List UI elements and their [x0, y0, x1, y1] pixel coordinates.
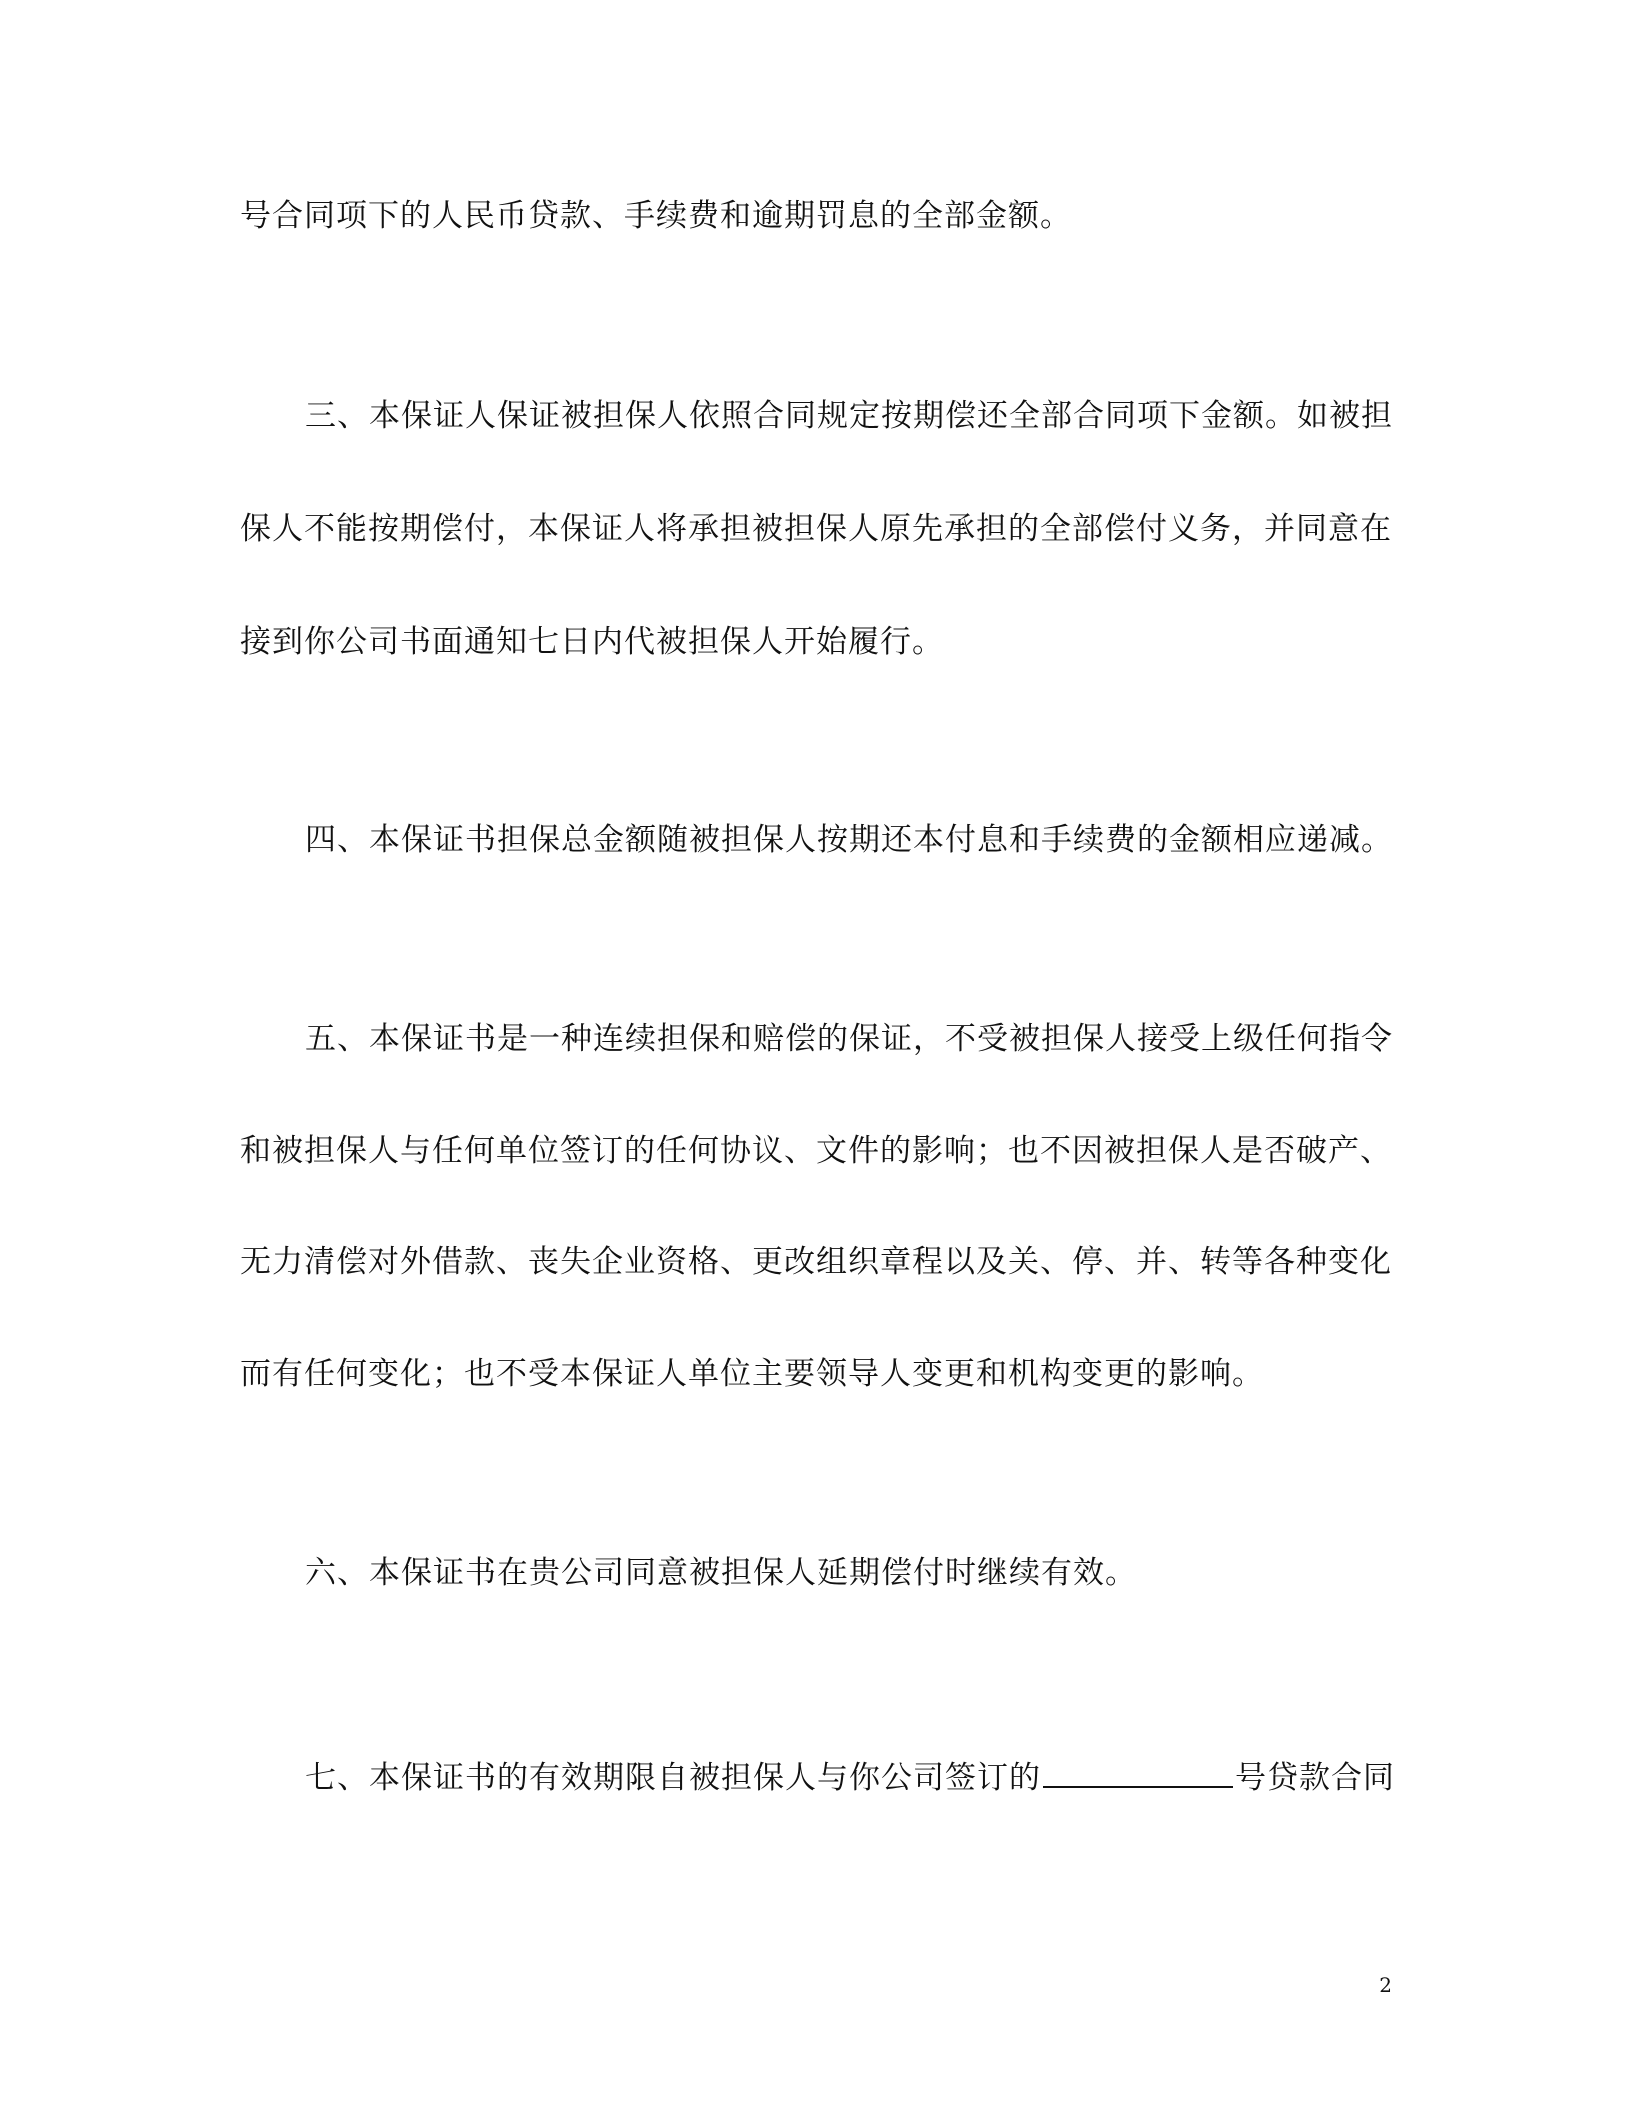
text-line-clause-7-start	[305, 1752, 1395, 1796]
text-line-clause-5-end: 而有任何变化；也不受本保证人单位主要领导人变更和机构变更的影响。	[240, 1356, 1264, 1392]
text-line-clause-3-start: 三、本保证人保证被担保人依照合同规定按期偿还全部合同项下金额。如被担	[305, 398, 1393, 434]
text-line-clause-2-end: 号合同项下的人民币贷款、手续费和逾期罚息的全部金额。	[240, 198, 1072, 234]
text-line-clause-6: 六、本保证书在贵公司同意被担保人延期偿付时继续有效。	[305, 1555, 1137, 1591]
text-line-clause-5-second: 和被担保人与任何单位签订的任何协议、文件的影响；也不因被担保人是否破产、	[240, 1133, 1392, 1169]
contract-number-blank-line	[1043, 1752, 1233, 1788]
text-line-clause-4: 四、本保证书担保总金额随被担保人按期还本付息和手续费的金额相应递减。	[305, 822, 1393, 858]
clause-7-text-after-blank: 号贷款合同	[1235, 1760, 1395, 1796]
clause-7-text-before-blank: 七、本保证书的有效期限自被担保人与你公司签订的	[305, 1760, 1041, 1796]
text-line-clause-3-end: 接到你公司书面通知七日内代被担保人开始履行。	[240, 624, 944, 660]
text-line-clause-5-start: 五、本保证书是一种连续担保和赔偿的保证，不受被担保人接受上级任何指令	[305, 1021, 1393, 1057]
text-line-clause-3-middle: 保人不能按期偿付，本保证人将承担被担保人原先承担的全部偿付义务，并同意在	[240, 511, 1392, 547]
text-line-clause-5-third: 无力清偿对外借款、丧失企业资格、更改组织章程以及关、停、并、转等各种变化	[240, 1244, 1392, 1280]
page-number: 2	[1379, 1973, 1392, 1997]
